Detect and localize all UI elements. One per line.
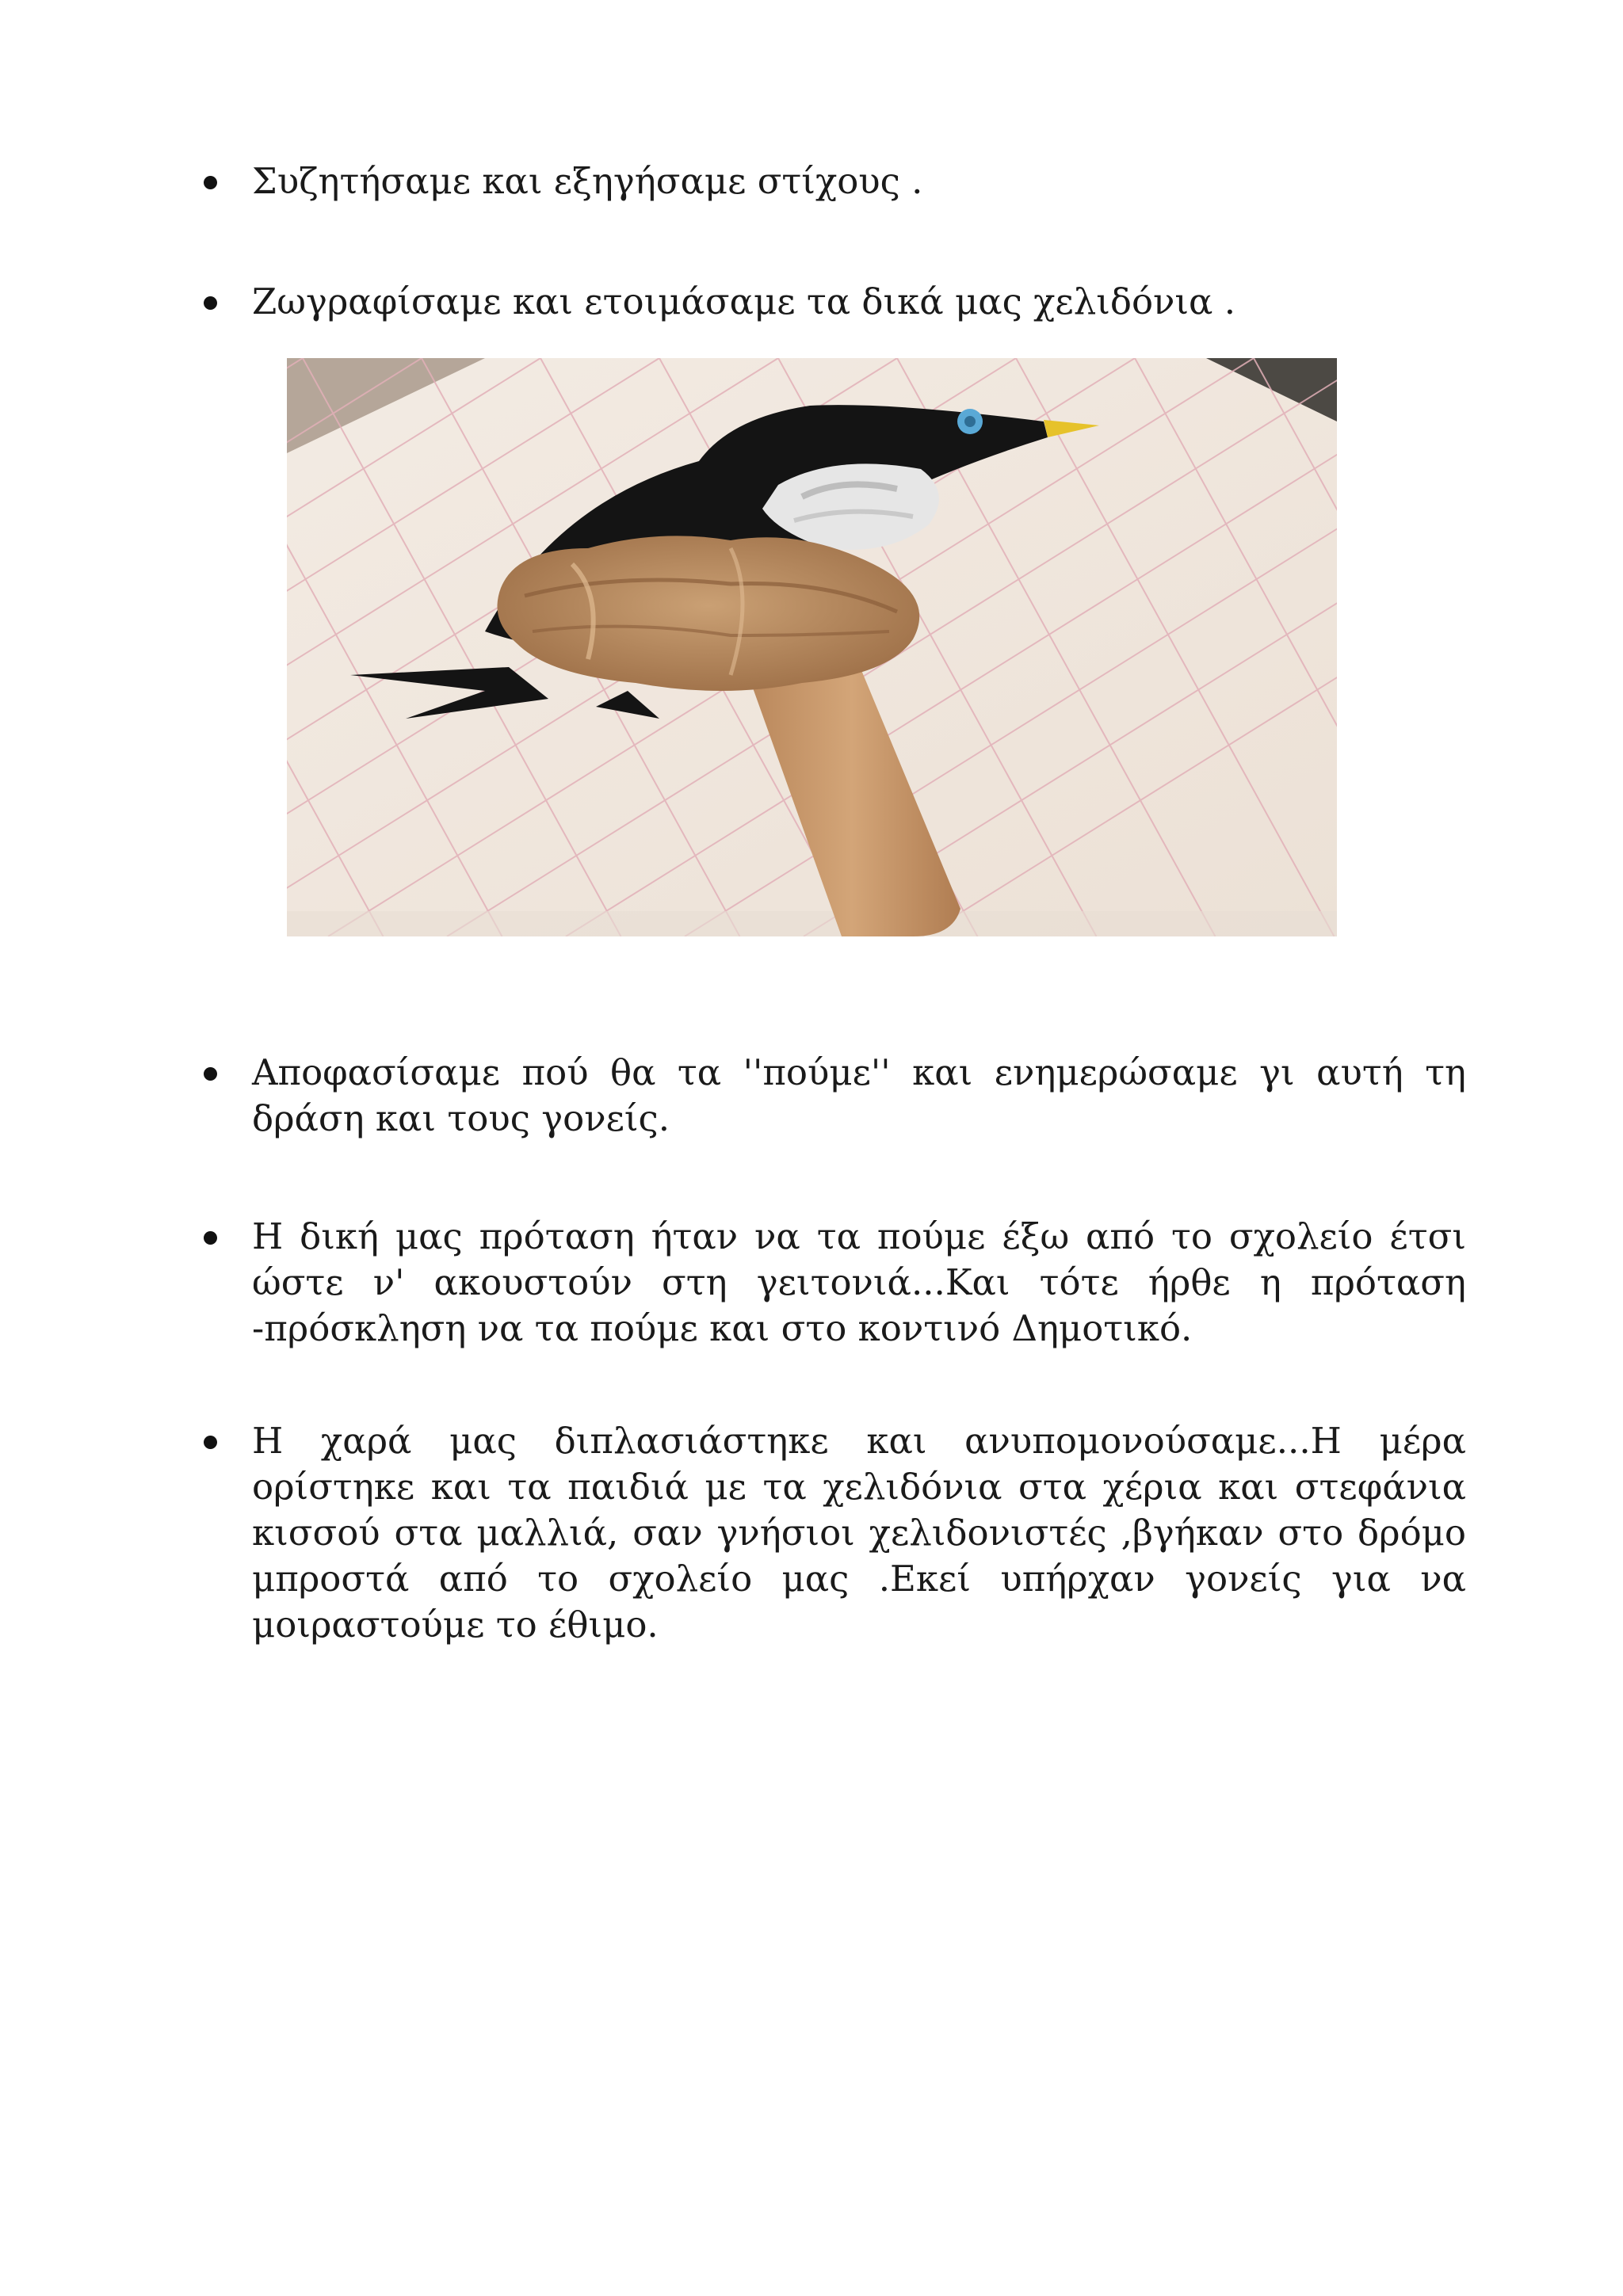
bullet-icon xyxy=(204,296,217,310)
list-item xyxy=(206,158,1466,206)
bullet-icon xyxy=(204,1067,217,1081)
list-item-text: Αποφασίσαμε πού θα τα ''πούμε'' και ενημερώσαμε γι αυτή τη δράση και τους γονείς. xyxy=(252,1051,1466,1139)
swallow-craft-photo xyxy=(287,358,1337,936)
bullet-icon xyxy=(204,1436,217,1449)
list-item-text: Ζωγραφίσαμε και ετοιμάσαμε τα δικά μας χελιδόνια . xyxy=(252,280,1236,322)
list-item-text: Η χαρά μας διπλασιάστηκε και ανυπομονούσαμε...Η μέρα ορίστηκε και τα παιδιά με τα χελιδόνια στα χέρια και στεφάνια κισσού στα μαλλιά, σαν γνήσιοι χελιδονιστές ,βγήκαν στο δρόμο μπροστά από το σχολείο μας .Εκεί υπήρχαν γονείς για να μοιραστούμε το έθιμο. xyxy=(252,1420,1466,1646)
photo-illustration xyxy=(287,358,1337,936)
list-item-text: Η δική μας πρόταση ήταν να τα πούμε έξω από το σχολείο έτσι ώστε ν' ακουστούν στη γειτονιά...Και τότε ήρθε η πρόταση -πρόσκληση να τα πούμε και στο κοντινό Δημοτικό. xyxy=(252,1215,1466,1349)
list-item xyxy=(206,1418,1466,1646)
list-item-text: Συζητήσαμε και εξηγήσαμε στίχους . xyxy=(252,160,923,202)
paper-nest xyxy=(498,536,920,691)
list-item xyxy=(206,1214,1466,1356)
bullet-icon xyxy=(204,1231,217,1245)
list-item xyxy=(206,1050,1466,1145)
bullet-icon xyxy=(204,176,217,189)
list-item xyxy=(206,279,1466,326)
